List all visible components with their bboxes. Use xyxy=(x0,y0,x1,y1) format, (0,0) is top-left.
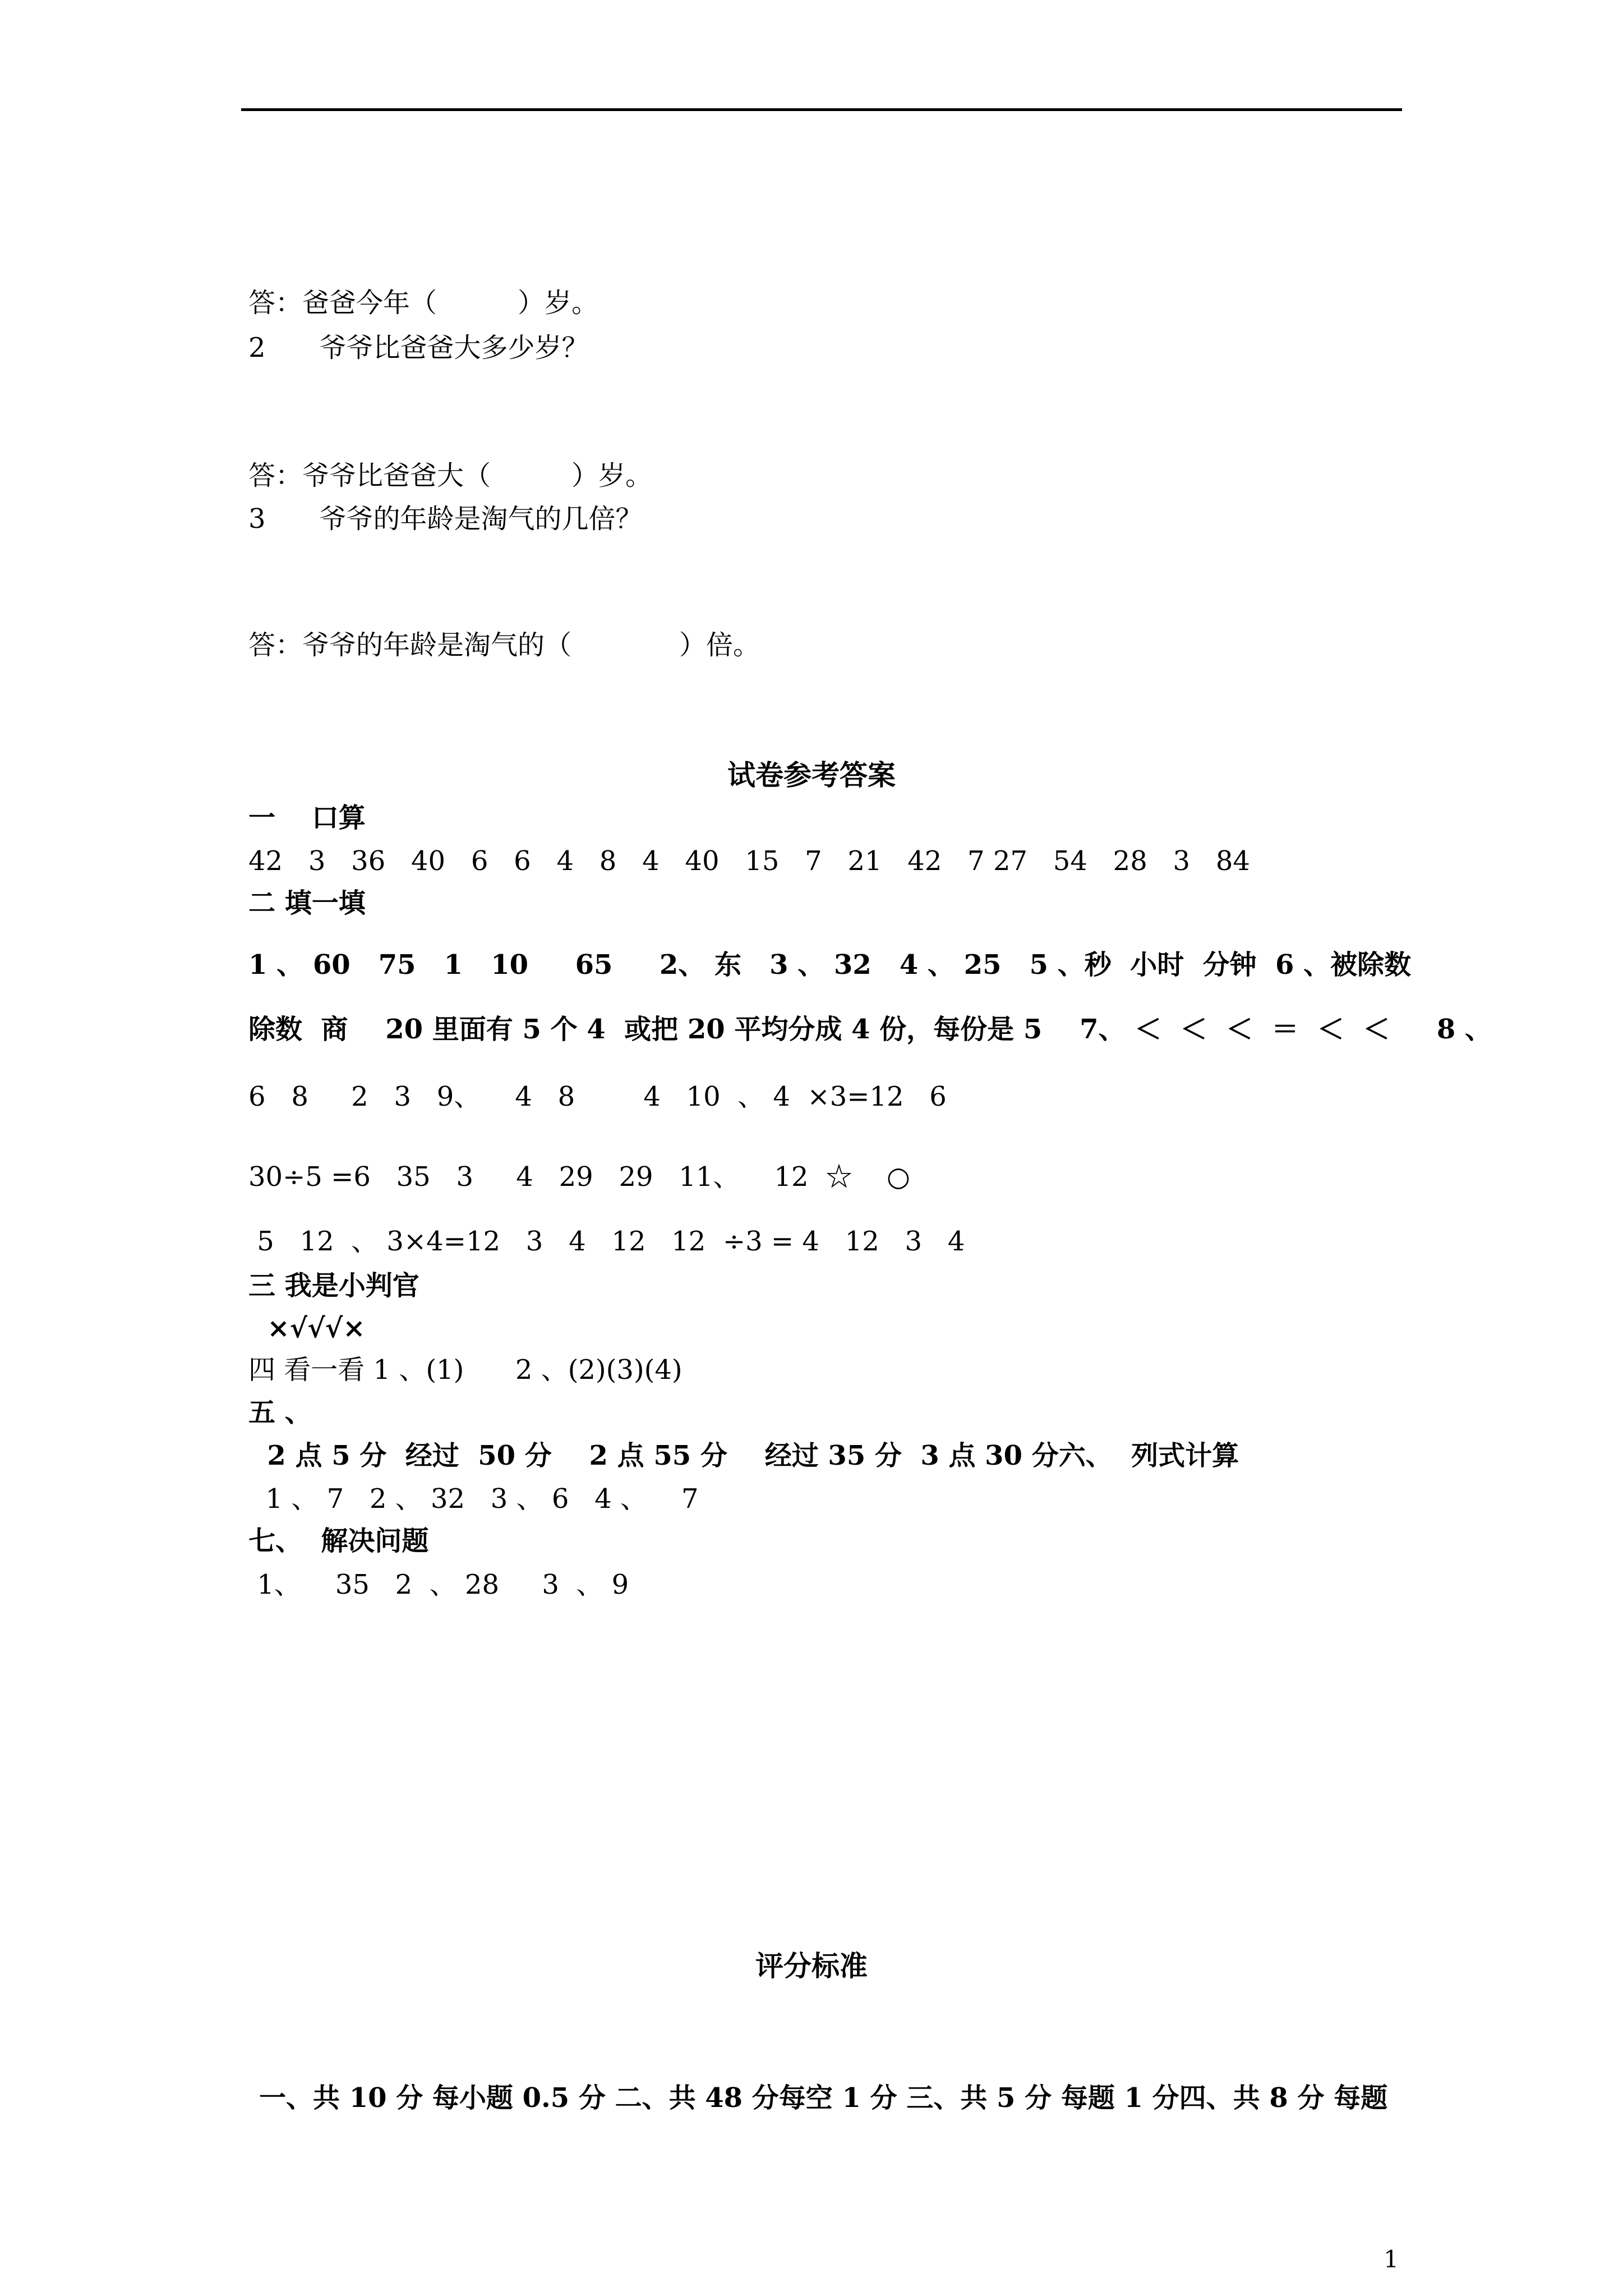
section-2-heading: 二 填一填 xyxy=(248,887,366,919)
section-4-line: 四 看一看 1 、(1) 2 、(2)(3)(4) xyxy=(248,1354,683,1386)
section-2-line-4: 30÷5 =6 35 3 4 29 29 11、 12 ☆ ○ xyxy=(248,1161,910,1193)
answer-line-3: 答：爷爷的年龄是淘气的（ ）倍。 xyxy=(248,629,760,661)
answer-line-1: 答：爸爸今年（ ）岁。 xyxy=(248,287,599,319)
section-5-answers: 2 点 5 分 经过 50 分 2 点 55 分 经过 35 分 3 点 30 分六、 列式计算 xyxy=(248,1440,1239,1471)
scoring-title: 评分标准 xyxy=(755,1949,868,1982)
section-2-line-1: 1 、 60 75 1 10 65 2、 东 3 、 32 4 、 25 5 、秒 小时 分钟 6 、被除数 xyxy=(248,949,1412,981)
page-number: 1 xyxy=(1384,2246,1399,2273)
question-3: 3 爷爷的年龄是淘气的几倍？ xyxy=(248,503,643,535)
question-2: 2 爷爷比爸爸大多少岁？ xyxy=(248,332,589,364)
section-3-answers: ×√√√× xyxy=(248,1313,366,1344)
answers-title: 试卷参考答案 xyxy=(727,758,896,792)
scoring-line: 一、共 10 分 每小题 0.5 分 二、共 48 分每空 1 分 三、共 5 分 每题 1 分四、共 8 分 每题 xyxy=(259,2082,1388,2114)
section-2-line-2: 除数 商 20 里面有 5 个 4 或把 20 平均分成 4 份，每份是 5 7、 ＜ ＜ ＜ ＝ ＜ ＜ 8 、 xyxy=(248,1014,1492,1045)
section-7-heading: 七、 解决问题 xyxy=(248,1525,429,1557)
section-2-line-3: 6 8 2 3 9、 4 8 4 10 、 4 ×3=12 6 xyxy=(248,1081,947,1112)
section-1-heading: 一 口算 xyxy=(248,802,366,834)
section-6-answers: 1 、 7 2 、 32 3 、 6 4 、 7 xyxy=(248,1483,699,1515)
header-rule xyxy=(241,108,1402,111)
section-2-line-5: 5 12 、 3×4=12 3 4 12 12 ÷3 = 4 12 3 4 xyxy=(248,1226,965,1257)
section-7-answers: 1、 35 2 、 28 3 、 9 xyxy=(248,1569,629,1600)
section-5-heading: 五 、 xyxy=(248,1397,312,1428)
section-1-answers: 42 3 36 40 6 6 4 8 4 40 15 7 21 42 7 27 54 28 3 84 xyxy=(248,845,1250,877)
section-3-heading: 三 我是小判官 xyxy=(248,1270,419,1301)
answer-line-2: 答：爷爷比爸爸大（ ）岁。 xyxy=(248,460,653,491)
